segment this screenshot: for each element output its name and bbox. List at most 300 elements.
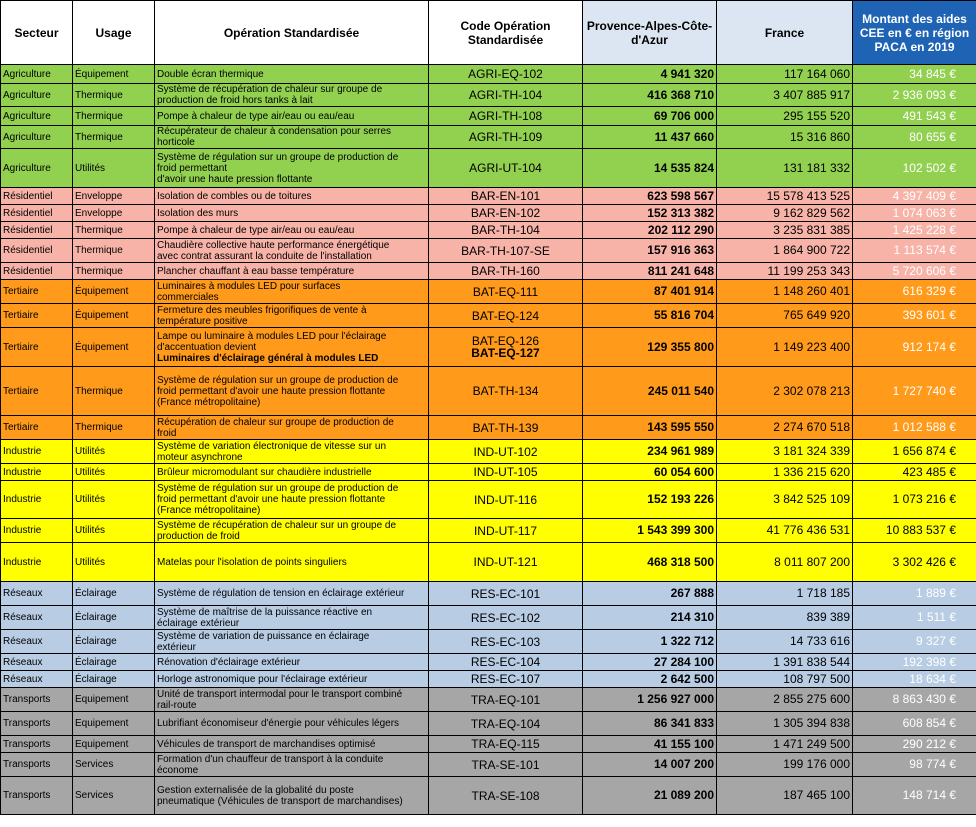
cell-operation: [155, 654, 429, 671]
cell-aides: 80 655 €: [853, 126, 976, 149]
cell-usage: Thermique: [73, 84, 155, 107]
cell-aides: 192 398 €: [853, 654, 976, 671]
cell-usage: Équipement: [73, 304, 155, 328]
cell-code: [429, 304, 583, 328]
cell-usage: Équipement: [73, 328, 155, 367]
cell-usage: Thermique: [73, 126, 155, 149]
cell-usage: Éclairage: [73, 671, 155, 688]
cell-aides: 102 502 €: [853, 149, 976, 188]
table-row: [1, 222, 976, 239]
cell-aides: 616 329 €: [853, 280, 976, 304]
cell-paca: 27 284 100: [583, 654, 717, 671]
cell-usage: Thermique: [73, 107, 155, 126]
cell-france: 1 149 223 400: [717, 328, 853, 367]
cell-code: [429, 543, 583, 582]
cell-code: [429, 239, 583, 263]
cell-france: 839 389: [717, 606, 853, 630]
cell-paca: 69 706 000: [583, 107, 717, 126]
cell-france: 295 155 520: [717, 107, 853, 126]
cell-aides: 290 212 €: [853, 736, 976, 753]
cell-secteur: Résidentiel: [1, 222, 73, 239]
cell-operation: [155, 688, 429, 712]
table-body: [1, 65, 976, 815]
table-row: [1, 107, 976, 126]
table-row: [1, 440, 976, 464]
cell-paca: 86 341 833: [583, 712, 717, 736]
cell-france: 765 649 920: [717, 304, 853, 328]
cell-operation: [155, 263, 429, 280]
operation-text: Lubrifiant économiseur d'énergie pour véhicules légers: [157, 718, 400, 729]
cell-paca: 152 313 382: [583, 205, 717, 222]
code-text: BAR-TH-160: [471, 264, 540, 278]
table-row: [1, 712, 976, 736]
cell-secteur: Tertiaire: [1, 280, 73, 304]
cell-operation: [155, 107, 429, 126]
operation-text: Lampe ou luminaire à modules LED pour l'éclairage d'accentuation devient: [157, 330, 387, 353]
cell-france: 2 274 670 518: [717, 416, 853, 440]
cell-secteur: Tertiaire: [1, 328, 73, 367]
cell-operation: [155, 304, 429, 328]
cell-paca: 234 961 989: [583, 440, 717, 464]
cell-code: [429, 416, 583, 440]
cell-code: [429, 126, 583, 149]
cell-secteur: Transports: [1, 712, 73, 736]
code-text: TRA-SE-108: [471, 788, 540, 803]
cell-aides: 18 634 €: [853, 671, 976, 688]
cell-operation: [155, 481, 429, 519]
cell-code: [429, 582, 583, 606]
table-row: [1, 280, 976, 304]
header-row: [1, 1, 976, 65]
cell-usage: Enveloppe: [73, 188, 155, 205]
header-aides: Montant des aides CEE en € en région PACA en 2019: [853, 1, 976, 65]
cell-operation: [155, 464, 429, 481]
cell-usage: Éclairage: [73, 654, 155, 671]
cell-code: [429, 149, 583, 188]
cell-aides: 608 854 €: [853, 712, 976, 736]
cell-operation: [155, 416, 429, 440]
table-row: [1, 84, 976, 107]
code-text: BAT-TH-134: [472, 384, 539, 398]
cell-code: [429, 777, 583, 815]
cell-aides: 10 883 537 €: [853, 519, 976, 543]
cell-secteur: Résidentiel: [1, 188, 73, 205]
code-text: IND-UT-116: [473, 492, 538, 507]
cell-paca: 14 535 824: [583, 149, 717, 188]
operation-text: Isolation des murs: [157, 207, 239, 219]
cell-aides: 423 485 €: [853, 464, 976, 481]
header-usage: Usage: [73, 1, 155, 65]
cell-paca: 55 816 704: [583, 304, 717, 328]
code-text: BAT-TH-139: [472, 420, 539, 435]
header-code: Code Opération Standardisée: [429, 1, 583, 65]
cell-paca: 87 401 914: [583, 280, 717, 304]
cell-usage: Thermique: [73, 416, 155, 440]
operation-text: Rénovation d'éclairage extérieur: [157, 656, 301, 668]
code-text: RES-EC-102: [470, 610, 541, 625]
cell-operation: [155, 671, 429, 688]
cell-aides: 1 425 228 €: [853, 222, 976, 239]
cell-france: 131 181 332: [717, 149, 853, 188]
table-row: [1, 606, 976, 630]
cell-paca: 1 322 712: [583, 630, 717, 654]
cell-code: [429, 65, 583, 84]
cell-aides: 1 656 874 €: [853, 440, 976, 464]
cell-usage: Utilités: [73, 464, 155, 481]
operation-text: Pompe à chaleur de type air/eau ou eau/eau: [157, 110, 355, 122]
cell-secteur: Réseaux: [1, 582, 73, 606]
code-text: AGRI-UT-104: [469, 161, 542, 175]
operation-text: Véhicules de transport de marchandises optimisé: [157, 738, 376, 750]
cell-usage: Équipement: [73, 280, 155, 304]
cell-usage: Thermique: [73, 222, 155, 239]
table-row: [1, 582, 976, 606]
cell-france: 2 855 275 600: [717, 688, 853, 712]
cell-operation: [155, 65, 429, 84]
cell-operation: [155, 84, 429, 107]
cell-operation: [155, 205, 429, 222]
cell-usage: Enveloppe: [73, 205, 155, 222]
table-row: [1, 777, 976, 815]
cell-secteur: Industrie: [1, 440, 73, 464]
cell-code: [429, 280, 583, 304]
cell-usage: Equipement: [73, 688, 155, 712]
cell-code: [429, 606, 583, 630]
code-text: BAT-EQ-124: [471, 308, 540, 323]
code-text: BAR-EN-102: [470, 206, 541, 220]
cell-secteur: Tertiaire: [1, 416, 73, 440]
cell-operation: [155, 222, 429, 239]
operation-text: Système de variation de puissance en éclairage extérieur: [157, 630, 370, 653]
cell-paca: 1 256 927 000: [583, 688, 717, 712]
cell-secteur: Industrie: [1, 481, 73, 519]
cell-secteur: Réseaux: [1, 606, 73, 630]
operation-text: Brûleur micromodulant sur chaudière industrielle: [157, 466, 372, 478]
cell-paca: 152 193 226: [583, 481, 717, 519]
code-text: AGRI-TH-108: [468, 109, 543, 123]
cell-paca: 41 155 100: [583, 736, 717, 753]
cell-secteur: Agriculture: [1, 107, 73, 126]
cell-operation: [155, 440, 429, 464]
cell-france: 1 305 394 838: [717, 712, 853, 736]
cell-secteur: Résidentiel: [1, 239, 73, 263]
cell-paca: 21 089 200: [583, 777, 717, 815]
operation-text: Système de récupération de chaleur sur groupe de production de froid hors tanks à lait: [157, 84, 383, 106]
table-row: [1, 149, 976, 188]
table-row: [1, 481, 976, 519]
cell-paca: 1 543 399 300: [583, 519, 717, 543]
header-france: France: [717, 1, 853, 65]
cell-operation: [155, 712, 429, 736]
cell-code: [429, 107, 583, 126]
cell-france: 199 176 000: [717, 753, 853, 777]
cell-secteur: Agriculture: [1, 149, 73, 188]
cell-operation: [155, 126, 429, 149]
cell-code: [429, 440, 583, 464]
cell-paca: 2 642 500: [583, 671, 717, 688]
code-text-2: BAT-EQ-127: [471, 346, 540, 360]
cell-usage: Utilités: [73, 149, 155, 188]
table-row: [1, 519, 976, 543]
cell-france: 3 842 525 109: [717, 481, 853, 519]
table-row: [1, 416, 976, 440]
cell-code: [429, 688, 583, 712]
table-row: [1, 126, 976, 149]
cell-code: [429, 753, 583, 777]
cell-operation: [155, 606, 429, 630]
cell-usage: Thermique: [73, 367, 155, 416]
code-text: IND-UT-105: [473, 465, 538, 479]
cell-operation: [155, 149, 429, 188]
operation-text: Récupération de chaleur sur groupe de production de froid: [157, 416, 394, 439]
cell-usage: Equipement: [73, 712, 155, 736]
cell-usage: Utilités: [73, 481, 155, 519]
cell-aides: 2 936 093 €: [853, 84, 976, 107]
operation-text: Horloge astronomique pour l'éclairage extérieur: [157, 673, 368, 685]
cell-france: 15 316 860: [717, 126, 853, 149]
cell-operation: [155, 736, 429, 753]
cell-code: [429, 367, 583, 416]
cell-france: 8 011 807 200: [717, 543, 853, 582]
code-text: BAR-EN-101: [470, 189, 541, 203]
table-row: [1, 464, 976, 481]
code-text: IND-UT-121: [473, 555, 538, 569]
operation-text: Récupérateur de chaleur à condensation pour serres horticole: [157, 126, 392, 148]
cell-usage: Éclairage: [73, 630, 155, 654]
cell-code: [429, 84, 583, 107]
table-row: [1, 304, 976, 328]
table-row: [1, 65, 976, 84]
cell-aides: 3 302 426 €: [853, 543, 976, 582]
cell-france: 3 181 324 339: [717, 440, 853, 464]
code-text: TRA-SE-101: [471, 757, 540, 772]
operation-text: Chaudière collective haute performance énergétique avec contrat assurant la conduite de l'installation: [157, 239, 390, 262]
code-text: AGRI-TH-104: [468, 88, 543, 102]
cell-usage: Services: [73, 777, 155, 815]
cell-paca: 157 916 363: [583, 239, 717, 263]
cell-france: 2 302 078 213: [717, 367, 853, 416]
code-text: AGRI-TH-109: [468, 130, 543, 144]
cell-secteur: Industrie: [1, 519, 73, 543]
cell-aides: 1 889 €: [853, 582, 976, 606]
cell-usage: Services: [73, 753, 155, 777]
operation-text: Isolation de combles ou de toitures: [157, 190, 312, 202]
cell-aides: 393 601 €: [853, 304, 976, 328]
cell-secteur: Industrie: [1, 543, 73, 582]
cell-aides: 5 720 606 €: [853, 263, 976, 280]
table-row: [1, 630, 976, 654]
code-text: RES-EC-104: [470, 655, 541, 669]
table-row: [1, 688, 976, 712]
cell-paca: 202 112 290: [583, 222, 717, 239]
cell-france: 14 733 616: [717, 630, 853, 654]
cell-france: 41 776 436 531: [717, 519, 853, 543]
table-row: [1, 328, 976, 367]
cell-secteur: Réseaux: [1, 654, 73, 671]
cell-code: [429, 736, 583, 753]
cell-france: 3 235 831 385: [717, 222, 853, 239]
cell-aides: 1 727 740 €: [853, 367, 976, 416]
operation-text: Pompe à chaleur de type air/eau ou eau/eau: [157, 224, 355, 236]
table-row: [1, 188, 976, 205]
cell-secteur: Transports: [1, 777, 73, 815]
table-row: [1, 543, 976, 582]
cell-aides: 4 397 409 €: [853, 188, 976, 205]
table-row: [1, 205, 976, 222]
cell-aides: 1 012 588 €: [853, 416, 976, 440]
cell-usage: Equipement: [73, 736, 155, 753]
cell-code: [429, 481, 583, 519]
cell-secteur: Transports: [1, 753, 73, 777]
cell-france: 1 718 185: [717, 582, 853, 606]
cell-aides: 912 174 €: [853, 328, 976, 367]
cell-aides: 98 774 €: [853, 753, 976, 777]
cell-france: 15 578 413 525: [717, 188, 853, 205]
cell-france: 1 864 900 722: [717, 239, 853, 263]
cell-usage: Équipement: [73, 65, 155, 84]
table-row: [1, 263, 976, 280]
code-text: BAT-EQ-111: [472, 284, 539, 299]
operation-text: Unité de transport intermodal pour le transport combiné rail-route: [157, 688, 403, 711]
cell-aides: 1 511 €: [853, 606, 976, 630]
table-row: [1, 654, 976, 671]
cell-secteur: Réseaux: [1, 671, 73, 688]
cell-france: 1 391 838 544: [717, 654, 853, 671]
cell-secteur: Réseaux: [1, 630, 73, 654]
operation-text: Système de régulation sur un groupe de production de froid permettant d'avoir une haute pression flottante (France métropolitaine): [157, 483, 399, 516]
table-row: [1, 239, 976, 263]
cell-code: [429, 630, 583, 654]
cell-usage: Éclairage: [73, 606, 155, 630]
cell-secteur: Résidentiel: [1, 263, 73, 280]
cell-code: [429, 519, 583, 543]
cell-secteur: Agriculture: [1, 84, 73, 107]
operation-text: Gestion externalisée de la globalité du poste pneumatique (Véhicules de transport de marchandises): [157, 784, 403, 807]
cell-paca: 11 437 660: [583, 126, 717, 149]
cell-france: 3 407 885 917: [717, 84, 853, 107]
cell-code: [429, 654, 583, 671]
cell-usage: Éclairage: [73, 582, 155, 606]
cell-operation: [155, 543, 429, 582]
cell-secteur: Transports: [1, 736, 73, 753]
cell-paca: 60 054 600: [583, 464, 717, 481]
operation-text: Fermeture des meubles frigorifiques de vente à température positive: [157, 304, 367, 327]
cell-secteur: Tertiaire: [1, 304, 73, 328]
cell-aides: 9 327 €: [853, 630, 976, 654]
cell-code: [429, 464, 583, 481]
code-text: IND-UT-102: [473, 444, 538, 459]
table-row: [1, 367, 976, 416]
table-row: [1, 753, 976, 777]
cell-paca: 267 888: [583, 582, 717, 606]
cell-operation: [155, 239, 429, 263]
code-text: AGRI-EQ-102: [468, 67, 543, 81]
cell-aides: 1 073 216 €: [853, 481, 976, 519]
cell-operation: [155, 777, 429, 815]
cell-france: 1 471 249 500: [717, 736, 853, 753]
operation-text: Plancher chauffant à eau basse température: [157, 265, 355, 277]
cell-operation: [155, 367, 429, 416]
header-paca: Provence-Alpes-Côte-d'Azur: [583, 1, 717, 65]
header-secteur: Secteur: [1, 1, 73, 65]
cell-paca: 811 241 648: [583, 263, 717, 280]
cell-code: [429, 263, 583, 280]
code-text: RES-EC-101: [470, 586, 541, 601]
code-text: RES-EC-103: [470, 634, 541, 649]
cell-aides: 1 074 063 €: [853, 205, 976, 222]
code-text: IND-UT-117: [473, 523, 538, 538]
operation-text: Système de régulation sur un groupe de production de froid permettant d'avoir une haute pression flottante: [157, 151, 399, 185]
cell-france: 117 164 060: [717, 65, 853, 84]
cell-code: [429, 328, 583, 367]
cell-code: [429, 671, 583, 688]
cell-paca: 143 595 550: [583, 416, 717, 440]
cell-operation: [155, 188, 429, 205]
operation-text: Luminaires à modules LED pour surfaces commerciales: [157, 280, 341, 303]
cell-paca: 4 941 320: [583, 65, 717, 84]
cell-paca: 214 310: [583, 606, 717, 630]
cell-usage: Thermique: [73, 263, 155, 280]
cell-usage: Utilités: [73, 440, 155, 464]
operation-text: Système de variation électronique de vitesse sur un moteur asynchrone: [157, 440, 387, 463]
cell-aides: 8 863 430 €: [853, 688, 976, 712]
cell-france: 187 465 100: [717, 777, 853, 815]
code-text: BAR-TH-104: [471, 223, 540, 237]
cell-code: [429, 712, 583, 736]
operation-text: Système de régulation sur un groupe de production de froid permettant d'avoir une haute pression flottante (France métropolitaine): [157, 374, 399, 408]
cell-france: 11 199 253 343: [717, 263, 853, 280]
cell-operation: [155, 328, 429, 367]
cell-paca: 14 007 200: [583, 753, 717, 777]
cell-operation: [155, 753, 429, 777]
code-text: BAR-TH-107-SE: [461, 243, 550, 258]
cell-operation: [155, 630, 429, 654]
cell-aides: 34 845 €: [853, 65, 976, 84]
cell-france: 1 148 260 401: [717, 280, 853, 304]
cell-code: [429, 205, 583, 222]
header-operation: Opération Standardisée: [155, 1, 429, 65]
cell-secteur: Tertiaire: [1, 367, 73, 416]
code-text: BAT-EQ-126: [471, 334, 540, 348]
cell-secteur: Agriculture: [1, 126, 73, 149]
cell-paca: 129 355 800: [583, 328, 717, 367]
cell-usage: Utilités: [73, 519, 155, 543]
code-text: RES-EC-107: [470, 672, 541, 686]
code-text: TRA-EQ-101: [470, 692, 541, 707]
cell-secteur: Agriculture: [1, 65, 73, 84]
cell-aides: 148 714 €: [853, 777, 976, 815]
cell-aides: 491 543 €: [853, 107, 976, 126]
operation-text: Double écran thermique: [157, 68, 264, 80]
operation-text: Système de régulation de tension en éclairage extérieur: [157, 588, 405, 599]
cell-operation: [155, 582, 429, 606]
code-text: TRA-EQ-104: [470, 716, 541, 731]
operation-text-bold: Luminaires d'éclairage général à modules LED: [157, 352, 379, 364]
cell-paca: 468 318 500: [583, 543, 717, 582]
cell-paca: 416 368 710: [583, 84, 717, 107]
cell-secteur: Industrie: [1, 464, 73, 481]
cell-paca: 245 011 540: [583, 367, 717, 416]
cell-usage: Thermique: [73, 239, 155, 263]
cell-code: [429, 188, 583, 205]
code-text: TRA-EQ-115: [471, 737, 540, 751]
cell-secteur: Résidentiel: [1, 205, 73, 222]
cell-france: 1 336 215 620: [717, 464, 853, 481]
table-row: [1, 671, 976, 688]
cell-aides: 1 113 574 €: [853, 239, 976, 263]
cell-usage: Utilités: [73, 543, 155, 582]
cell-code: [429, 222, 583, 239]
